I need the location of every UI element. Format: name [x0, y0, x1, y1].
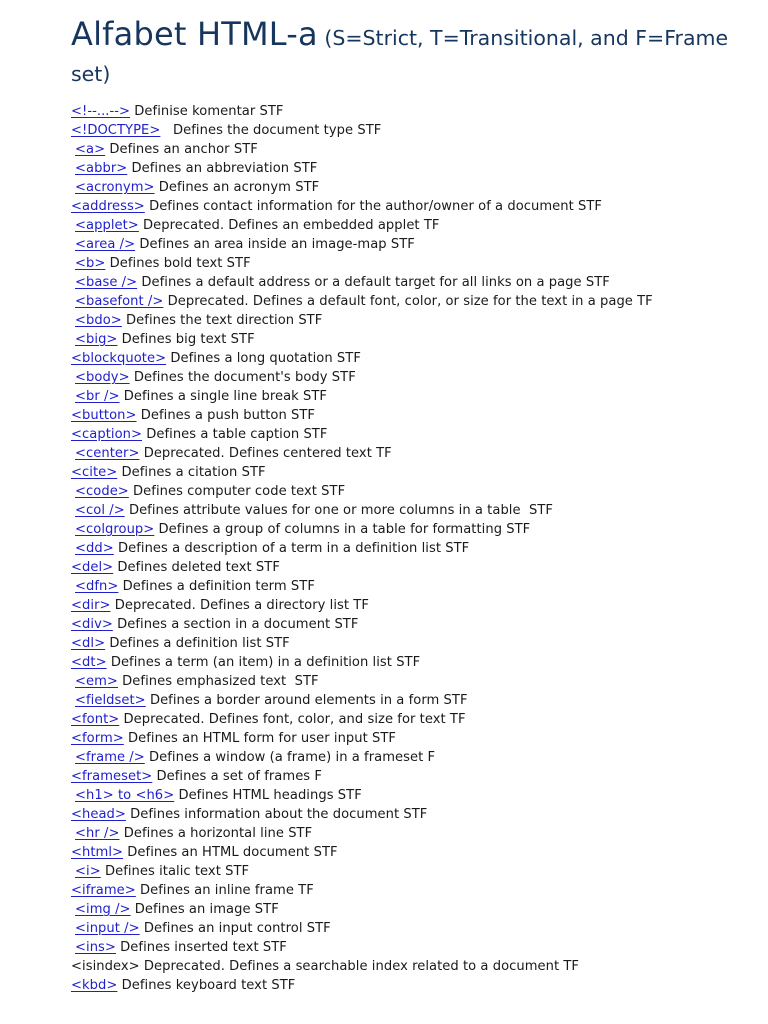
tag-link[interactable]: <!DOCTYPE>	[71, 123, 161, 138]
tag-link[interactable]: <dl>	[71, 636, 106, 651]
list-item	[71, 330, 731, 349]
list-item	[71, 349, 731, 368]
tag-description: Defines a window (a frame) in a frameset F	[149, 750, 436, 765]
title-main: Alfabet HTML-a	[71, 15, 318, 53]
list-item	[71, 672, 731, 691]
list-item	[71, 406, 731, 425]
tag-link[interactable]: <address>	[71, 199, 145, 214]
tag-description: Defines contact information for the author/owner of a document STF	[149, 199, 603, 214]
list-item	[71, 292, 731, 311]
list-item	[71, 824, 731, 843]
tag-list	[71, 102, 731, 995]
page-title	[71, 15, 731, 90]
tag-description: Defines a description of a term in a definition list STF	[117, 541, 470, 556]
tag-description: Defines an HTML form for user input STF	[128, 731, 397, 746]
tag-description: Deprecated. Defines font, color, and size for text TF	[123, 712, 466, 727]
tag-description: Defines a set of frames F	[156, 769, 322, 784]
tag-link[interactable]: <html>	[71, 845, 124, 860]
tag-description: Defines the document's body STF	[133, 370, 356, 385]
tag-link[interactable]: <area />	[75, 237, 136, 252]
list-item	[71, 862, 731, 881]
tag-description: Deprecated. Defines centered text TF	[143, 446, 392, 461]
tag-description: Defines big text STF	[121, 332, 255, 347]
list-item	[71, 273, 731, 292]
tag-description: Defines a default address or a default target for all links on a page STF	[141, 275, 610, 290]
tag-description: Defines an input control STF	[143, 921, 331, 936]
tag-link[interactable]: <big>	[75, 332, 118, 347]
tag-link[interactable]: <col />	[75, 503, 125, 518]
list-item	[71, 482, 731, 501]
tag-link[interactable]: <center>	[75, 446, 140, 461]
tag-description: Defines a definition list STF	[109, 636, 290, 651]
tag-link[interactable]: <caption>	[71, 427, 143, 442]
list-item	[71, 691, 731, 710]
tag-description: Defines an area inside an image-map STF	[139, 237, 415, 252]
tag-description: Defines information about the document STF	[130, 807, 428, 822]
tag-link[interactable]: <cite>	[71, 465, 118, 480]
tag-description: Defines italic text STF	[104, 864, 250, 879]
tag-link[interactable]: <base />	[75, 275, 138, 290]
list-item	[71, 178, 731, 197]
list-item	[71, 938, 731, 957]
tag-description: Defines a table caption STF	[146, 427, 328, 442]
tag-description: Defines an anchor STF	[109, 142, 258, 157]
list-item	[71, 957, 731, 976]
tag-link[interactable]: <abbr>	[75, 161, 128, 176]
list-item	[71, 501, 731, 520]
list-item	[71, 634, 731, 653]
list-item	[71, 786, 731, 805]
list-item	[71, 900, 731, 919]
tag-description: Defines a section in a document STF	[117, 617, 359, 632]
tag-description: Defines a single line break STF	[123, 389, 327, 404]
list-item	[71, 577, 731, 596]
list-item	[71, 368, 731, 387]
tag-link[interactable]: <div>	[71, 617, 113, 632]
list-item	[71, 197, 731, 216]
list-item	[71, 235, 731, 254]
tag-link[interactable]: <img />	[75, 902, 131, 917]
list-item	[71, 425, 731, 444]
list-item	[71, 805, 731, 824]
tag-link[interactable]: <frame />	[75, 750, 145, 765]
tag-description: Definise komentar STF	[134, 104, 284, 119]
tag-link[interactable]: <!--...-->	[71, 104, 131, 119]
tag-description: Defines a border around elements in a form STF	[149, 693, 468, 708]
tag-link[interactable]: <i>	[75, 864, 101, 879]
tag-description: Defines a horizontal line STF	[123, 826, 313, 841]
list-item	[71, 748, 731, 767]
tag-link[interactable]: <colgroup>	[75, 522, 155, 537]
tag-link[interactable]: <head>	[71, 807, 126, 822]
tag-description: Defines a group of columns in a table for formatting STF	[158, 522, 531, 537]
tag-link[interactable]: <body>	[75, 370, 130, 385]
tag-link[interactable]: <iframe>	[71, 883, 136, 898]
tag-link[interactable]: <bdo>	[75, 313, 122, 328]
tag-link[interactable]: <input />	[75, 921, 140, 936]
tag-description: Defines bold text STF	[109, 256, 251, 271]
tag-description: Defines computer code text STF	[133, 484, 346, 499]
tag-description: Defines an acronym STF	[158, 180, 320, 195]
list-item	[71, 615, 731, 634]
list-item	[71, 729, 731, 748]
tag-link[interactable]: <a>	[75, 142, 106, 157]
tag-link[interactable]: <del>	[71, 560, 114, 575]
list-item	[71, 311, 731, 330]
tag-description: Defines an inline frame TF	[140, 883, 314, 898]
tag-description: Defines the document type STF	[164, 123, 382, 138]
tag-link[interactable]: <blockquote>	[71, 351, 167, 366]
tag-description: Deprecated. Defines a searchable index related to a document TF	[143, 959, 580, 974]
tag-description: Defines emphasized text STF	[122, 674, 319, 689]
list-item	[71, 710, 731, 729]
document-page	[71, 15, 731, 993]
tag-description: Deprecated. Defines a default font, color, or size for the text in a page TF	[167, 294, 653, 309]
tag-link[interactable]: <basefont />	[75, 294, 164, 309]
list-item	[71, 653, 731, 672]
tag-link[interactable]: <em>	[75, 674, 118, 689]
list-item	[71, 444, 731, 463]
list-item	[71, 976, 731, 995]
tag-description: Deprecated. Defines an embedded applet TF	[143, 218, 440, 233]
tag-description: Defines a push button STF	[140, 408, 315, 423]
list-item	[71, 463, 731, 482]
tag-description: Defines deleted text STF	[117, 560, 280, 575]
tag-link[interactable]: <code>	[75, 484, 129, 499]
tag-link[interactable]: <h1> to <h6>	[75, 788, 175, 803]
tag-description: Defines attribute values for one or more columns in a table STF	[128, 503, 554, 518]
tag-link[interactable]: <fieldset>	[75, 693, 146, 708]
tag-text: <isindex>	[71, 959, 140, 974]
tag-description: Defines a term (an item) in a definition list STF	[110, 655, 421, 670]
tag-link[interactable]: <br />	[75, 389, 120, 404]
list-item	[71, 558, 731, 577]
tag-link[interactable]: <dfn>	[75, 579, 119, 594]
list-item	[71, 254, 731, 273]
tag-description: Defines an image STF	[134, 902, 279, 917]
tag-link[interactable]: <hr />	[75, 826, 120, 841]
tag-link[interactable]: <acronym>	[75, 180, 155, 195]
tag-link[interactable]: <dd>	[75, 541, 114, 556]
list-item	[71, 140, 731, 159]
tag-description: Defines keyboard text STF	[121, 978, 296, 993]
tag-link[interactable]: <ins>	[75, 940, 116, 955]
tag-link[interactable]: <dt>	[71, 655, 107, 670]
list-item	[71, 539, 731, 558]
list-item	[71, 520, 731, 539]
list-item	[71, 881, 731, 900]
tag-description: Defines a definition term STF	[122, 579, 315, 594]
list-item	[71, 102, 731, 121]
tag-description: Defines inserted text STF	[120, 940, 287, 955]
list-item	[71, 216, 731, 235]
tag-description: Defines the text direction STF	[126, 313, 323, 328]
tag-description: Defines a citation STF	[121, 465, 266, 480]
tag-link[interactable]: <b>	[75, 256, 106, 271]
list-item	[71, 121, 731, 140]
tag-link[interactable]: <font>	[71, 712, 120, 727]
list-item	[71, 843, 731, 862]
tag-link[interactable]: <kbd>	[71, 978, 118, 993]
list-item	[71, 767, 731, 786]
tag-link[interactable]: <frameset>	[71, 769, 153, 784]
tag-link[interactable]: <applet>	[75, 218, 139, 233]
list-item	[71, 159, 731, 178]
tag-description: Defines HTML headings STF	[178, 788, 362, 803]
tag-description: Defines a long quotation STF	[170, 351, 361, 366]
list-item	[71, 596, 731, 615]
tag-description: Defines an HTML document STF	[127, 845, 338, 860]
tag-link[interactable]: <button>	[71, 408, 137, 423]
tag-link[interactable]: <dir>	[71, 598, 111, 613]
tag-description: Deprecated. Defines a directory list TF	[114, 598, 369, 613]
tag-link[interactable]: <form>	[71, 731, 124, 746]
list-item	[71, 387, 731, 406]
list-item	[71, 919, 731, 938]
tag-description: Defines an abbreviation STF	[131, 161, 318, 176]
title-subtitle: (S=Strict, T=Transitional, and F=Frame set)	[71, 26, 729, 86]
